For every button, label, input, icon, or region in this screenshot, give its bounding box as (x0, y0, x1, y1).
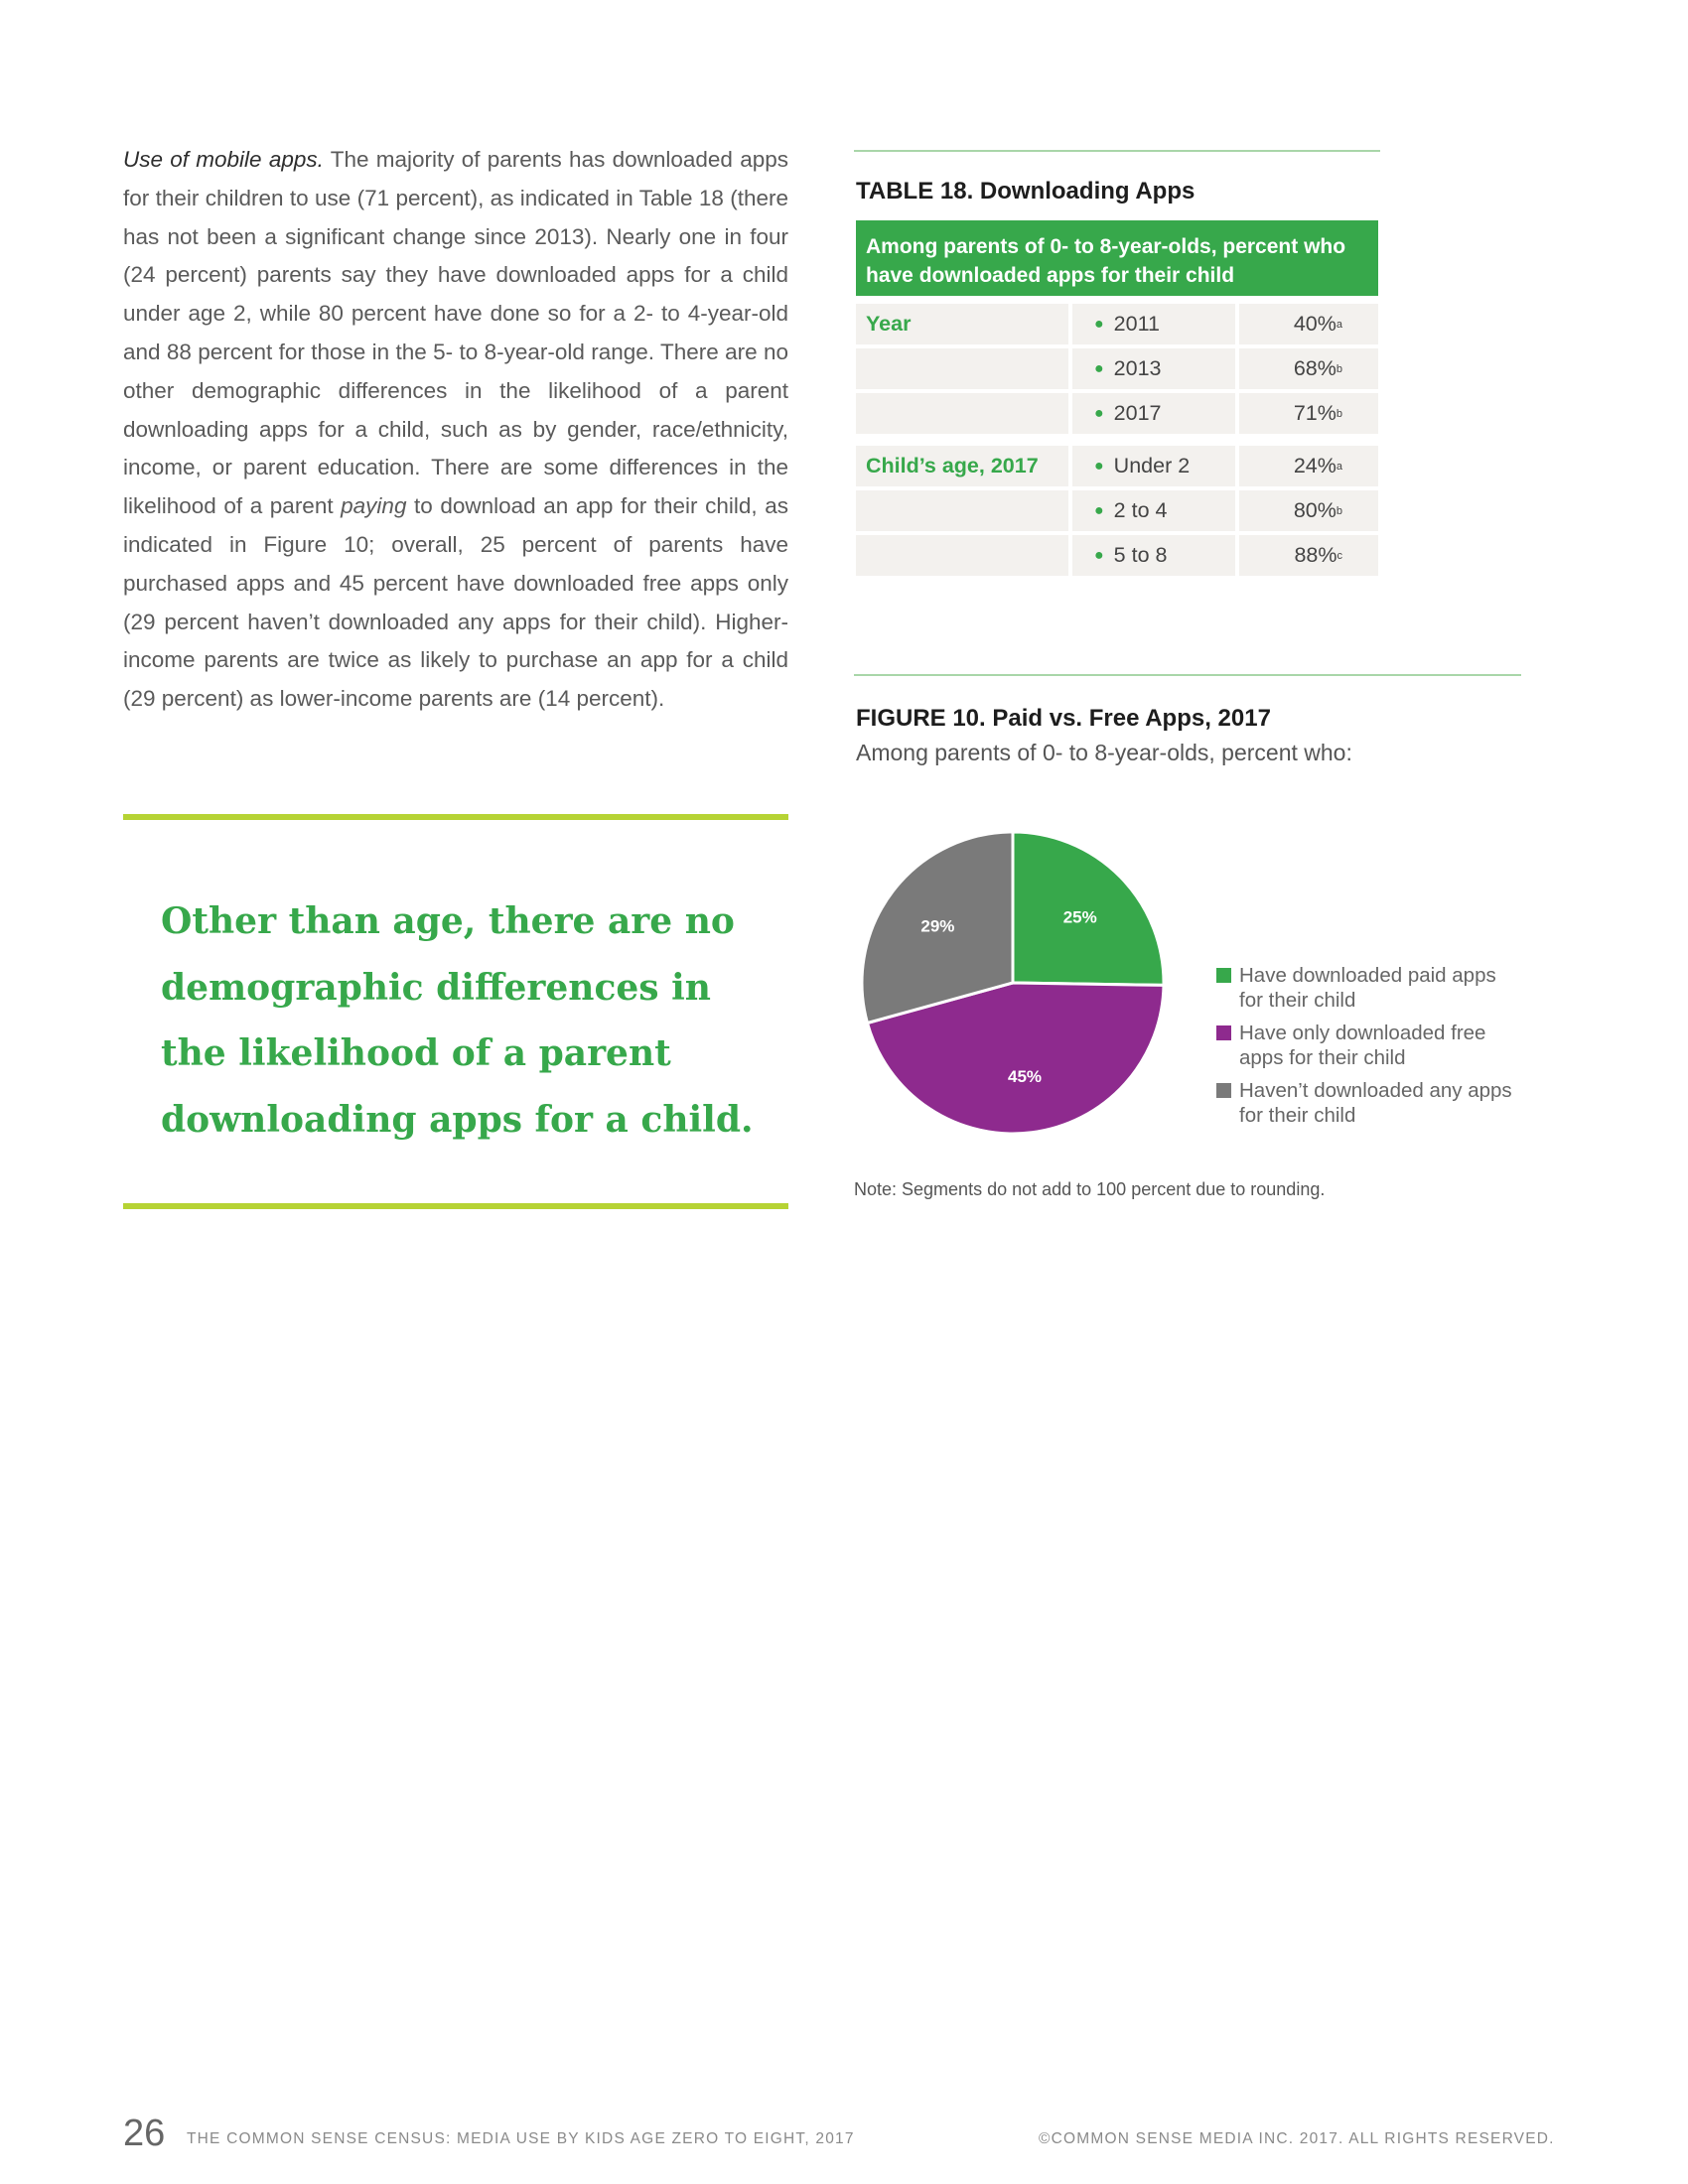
chart-legend (1216, 963, 1524, 1136)
row-value: 80% b (1239, 490, 1378, 531)
paragraph-text-2: to download an app for their child, as indicated in Figure 10; overall, 25 percent of parents have purchased apps and 45 percent have downloaded free apps only (29 percent haven’t downloaded any apps for their child). Higher-income parents are twice as likely to purchase an app for a child (29 percent) as lower-income parents are (14 percent). (123, 493, 788, 712)
row-group-label (856, 393, 1068, 434)
pull-quote-bottom-rule (123, 1203, 788, 1209)
table-row (856, 446, 1378, 486)
figure-subtitle: Among parents of 0- to 8-year-olds, percent who: (856, 740, 1352, 765)
row-value: 40% a (1239, 304, 1378, 344)
row-label: ● 5 to 8 (1072, 535, 1235, 576)
downloading-apps-table (856, 220, 1378, 576)
body-paragraph (123, 141, 788, 719)
page-number: 26 (123, 2113, 166, 2154)
bullet-icon: ● (1094, 457, 1104, 475)
pie-slice-label-0: 25% (1062, 907, 1097, 927)
row-value: 71% b (1239, 393, 1378, 434)
footer-publication-title: THE COMMON SENSE CENSUS: MEDIA USE BY KIDS AGE ZERO TO EIGHT, 2017 (187, 2130, 855, 2147)
row-group-label: Year (856, 304, 1068, 344)
row-label: ● Under 2 (1072, 446, 1235, 486)
bullet-icon: ● (1094, 501, 1104, 519)
table-row (856, 348, 1378, 389)
figure-top-rule (854, 674, 1521, 676)
legend-label: Have only downloaded free apps for their child (1239, 1022, 1486, 1069)
paragraph-emphasis: paying (341, 493, 407, 519)
table-header: Among parents of 0- to 8-year-olds, percent who have downloaded apps for their child (856, 220, 1378, 296)
figure-note: Note: Segments do not add to 100 percent due to rounding. (854, 1179, 1326, 1199)
row-group-label: Child’s age, 2017 (856, 446, 1068, 486)
row-value: 68% b (1239, 348, 1378, 389)
legend-item-paid (1216, 963, 1524, 1013)
legend-swatch (1216, 1025, 1231, 1040)
row-group-label (856, 535, 1068, 576)
bullet-icon: ● (1094, 359, 1104, 377)
pie-slice-label-1: 45% (1008, 1067, 1043, 1087)
legend-item-none (1216, 1078, 1524, 1128)
legend-label: Haven’t downloaded any apps for their child (1239, 1079, 1512, 1127)
row-value: 88% c (1239, 535, 1378, 576)
pie-slice-label-2: 29% (920, 916, 955, 936)
row-group-label (856, 490, 1068, 531)
paragraph-text-1: The majority of parents has downloaded apps for their children to use (71 percent), as indicated in Table 18 (there has not been a significant change since 2013). Nearly one in four (24 percent) parents say they have downloaded apps for a child under age 2, while 80 percent have done so for a 2- to 4-year-old and 88 percent for those in the 5- to 8-year-old range. There are no other demographic differences in the likelihood of a parent downloading apps for a child, such as by gender, race/ethnicity, income, or parent education. There are some differences in the likelihood of a parent (123, 147, 788, 519)
pull-quote: Other than age, there are no demographic differences in the likelihood of a parent downloading apps for a child. (161, 900, 754, 1141)
bullet-icon: ● (1094, 546, 1104, 564)
pie-chart (854, 824, 1172, 1142)
legend-label: Have downloaded paid apps for their child (1239, 964, 1496, 1012)
row-value: 24% a (1239, 446, 1378, 486)
figure-title: FIGURE 10. Paid vs. Free Apps, 2017 (856, 705, 1271, 732)
row-label: ● 2 to 4 (1072, 490, 1235, 531)
table-title: TABLE 18. Downloading Apps (856, 178, 1196, 205)
table-row (856, 304, 1378, 344)
table-row (856, 393, 1378, 434)
row-label: ● 2017 (1072, 393, 1235, 434)
row-group-label (856, 348, 1068, 389)
legend-swatch (1216, 1083, 1231, 1098)
footer-copyright: ©COMMON SENSE MEDIA INC. 2017. ALL RIGHTS RESERVED. (1039, 2130, 1555, 2147)
paragraph-lead: Use of mobile apps. (123, 147, 324, 172)
legend-swatch (1216, 968, 1231, 983)
table-row (856, 535, 1378, 576)
bullet-icon: ● (1094, 315, 1104, 333)
row-label: ● 2013 (1072, 348, 1235, 389)
bullet-icon: ● (1094, 404, 1104, 422)
legend-item-free (1216, 1021, 1524, 1070)
row-label: ● 2011 (1072, 304, 1235, 344)
table-row (856, 490, 1378, 531)
pull-quote-top-rule (123, 814, 788, 820)
table-top-rule (854, 150, 1380, 152)
